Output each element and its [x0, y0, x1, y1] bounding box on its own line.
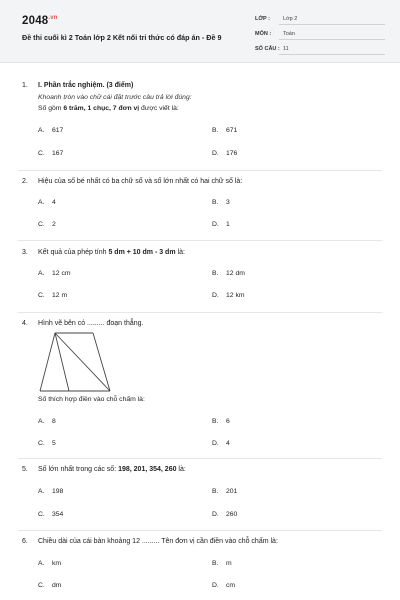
site-logo[interactable]: $2048^{.vn}$: [22, 15, 58, 27]
question-number: 5.: [22, 466, 28, 473]
option-c[interactable]: C. 354: [38, 511, 64, 518]
option-c[interactable]: C. 2: [38, 221, 56, 228]
option-c[interactable]: C. 12 m: [38, 292, 68, 299]
option-d[interactable]: D. cm: [212, 582, 236, 589]
option-c[interactable]: C. 5: [38, 440, 56, 447]
option-a[interactable]: A. 12 cm: [38, 270, 71, 277]
question-subtext: Số thích hợp điền vào chỗ chấm là:: [38, 396, 145, 403]
question-divider: [18, 312, 382, 313]
option-c[interactable]: C. 167: [38, 150, 64, 157]
option-a[interactable]: A. km: [38, 560, 62, 567]
question-divider: [18, 458, 382, 459]
option-b[interactable]: B. 6: [212, 418, 230, 425]
option-b[interactable]: B. 3: [212, 199, 230, 206]
option-a[interactable]: A. 4: [38, 199, 56, 206]
question-text: Số gồm 6 trăm, 1 chục, 7 đơn vị được viết là:: [38, 105, 179, 112]
option-b[interactable]: B. 201: [212, 488, 238, 495]
option-b[interactable]: B. 12 dm: [212, 270, 245, 277]
figure-segment-left: [40, 333, 55, 391]
question-number: 1.: [22, 82, 28, 89]
question-text: Chiều dài của cái bàn khoảng 12 ......... Tên đơn vị cần điền vào chỗ chấm là:: [38, 538, 278, 545]
option-d[interactable]: D. 4: [212, 440, 230, 447]
question-number: 3.: [22, 249, 28, 256]
option-d[interactable]: D. 260: [212, 511, 238, 518]
option-c[interactable]: C. dm: [38, 582, 62, 589]
section-title: I. Phần trắc nghiệm. (3 điểm): [38, 82, 134, 89]
option-d[interactable]: D. 1: [212, 221, 230, 228]
option-b[interactable]: B. 671: [212, 127, 238, 134]
question-text: Số lớn nhất trong các số: 198, 201, 354, 260 là:: [38, 466, 186, 473]
question-divider: [18, 240, 382, 241]
question-text: Kết quả của phép tính 5 dm + 10 dm - 3 dm là:: [38, 249, 185, 256]
question-divider: [18, 530, 382, 531]
option-d[interactable]: D. 12 km: [212, 292, 245, 299]
option-a[interactable]: A. 198: [38, 488, 64, 495]
question-instruction: Khoanh tròn vào chữ cái đặt trước câu trả lời đúng:: [38, 94, 192, 101]
question-text: Hình vẽ bên có ......... đoạn thẳng.: [38, 320, 144, 327]
question-number: 6.: [22, 538, 28, 545]
option-d[interactable]: D. 176: [212, 150, 238, 157]
question-text: Hiệu của số bé nhất có ba chữ số và số lớn nhất có hai chữ số là:: [38, 178, 243, 185]
option-a[interactable]: A. 617: [38, 127, 64, 134]
trapezoid-figure: [38, 331, 114, 393]
option-a[interactable]: A. 8: [38, 418, 56, 425]
question-number: 4.: [22, 320, 28, 327]
question-number: 2.: [22, 178, 28, 185]
figure-segment-inner-1: [55, 333, 69, 391]
option-b[interactable]: B. m: [212, 560, 232, 567]
question-divider: [18, 170, 382, 171]
worksheet-header: $2048^{.vn}$ Đề thi cuối kì 2 Toán lớp 2 Kết nối tri thức có đáp án - Đề 9 LỚP : Lớp 2 MÔN : Toán SỐ CÂU : 11: [0, 0, 400, 63]
page-title: Đề thi cuối kì 2 Toán lớp 2 Kết nối tri thức có đáp án - Đề 9: [22, 33, 222, 42]
